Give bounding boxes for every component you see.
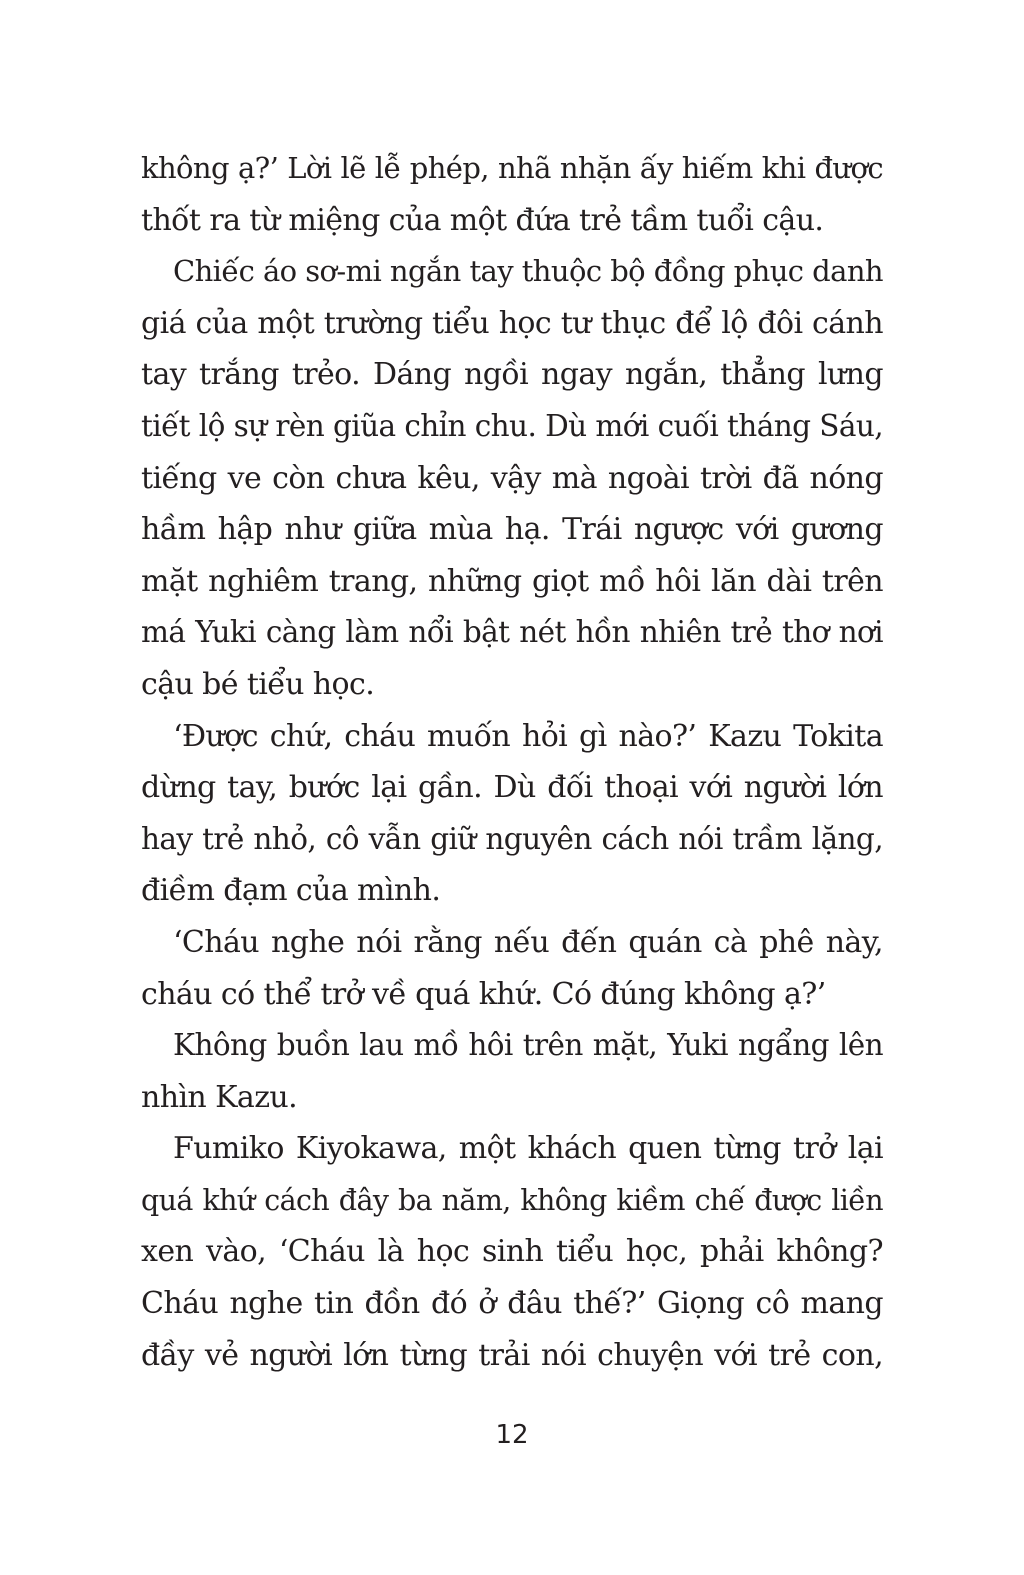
page-number: 12 [495,1420,529,1450]
text-line: nhìn Kazu. [141,1079,298,1115]
text-line: không ạ?’ Lời lẽ lễ phép, nhã nhặn ấy hiếm khi được [141,151,883,185]
text-line: Cháu nghe tin đồn đó ở đâu thế?’ Giọng cô mang [141,1286,883,1322]
body-text [141,143,883,1381]
text-line: thốt ra từ miệng của một đứa trẻ tầm tuổi cậu. [141,202,824,238]
text-line: xen vào, ‘Cháu là học sinh tiểu học, phải không? [141,1234,883,1270]
text-line: má Yuki càng làm nổi bật nét hồn nhiên trẻ thơ nơi [141,615,883,650]
text-line: Không buồn lau mồ hôi trên mặt, Yuki ngẩng lên [173,1028,883,1063]
text-line: ‘Cháu nghe nói rằng nếu đến quán cà phê này, [173,924,883,960]
text-line: tiếng ve còn chưa kêu, vậy mà ngoài trời đã nóng [141,460,883,496]
text-line: quá khứ cách đây ba năm, không kiềm chế được liền [141,1183,883,1217]
text-line: dừng tay, bước lại gần. Dù đối thoại với người lớn [141,770,883,806]
text-line: Fumiko Kiyokawa, một khách quen từng trở lại [173,1131,883,1167]
text-line: tay trắng trẻo. Dáng ngồi ngay ngắn, thẳng lưng [141,357,883,393]
text-line: đầy vẻ người lớn từng trải nói chuyện với trẻ con, [141,1337,883,1373]
text-line: hầm hập như giữa mùa hạ. Trái ngược với gương [141,512,883,548]
text-line: mặt nghiêm trang, những giọt mồ hôi lăn dài trên [141,563,883,599]
text-line: điềm đạm của mình. [141,873,441,909]
text-line: Chiếc áo sơ-mi ngắn tay thuộc bộ đồng phục danh [173,254,883,289]
text-line: hay trẻ nhỏ, cô vẫn giữ nguyên cách nói trầm lặng, [141,821,883,856]
text-line: cậu bé tiểu học. [141,666,375,702]
text-line: tiết lộ sự rèn giũa chỉn chu. Dù mới cuối tháng Sáu, [141,408,883,443]
text-line: ‘Được chứ, cháu muốn hỏi gì nào?’ Kazu Tokita [173,718,883,754]
text-line: cháu có thể trở về quá khứ. Có đúng không ạ?’ [141,976,826,1012]
text-line: giá của một trường tiểu học tư thục để lộ đôi cánh [141,305,883,341]
